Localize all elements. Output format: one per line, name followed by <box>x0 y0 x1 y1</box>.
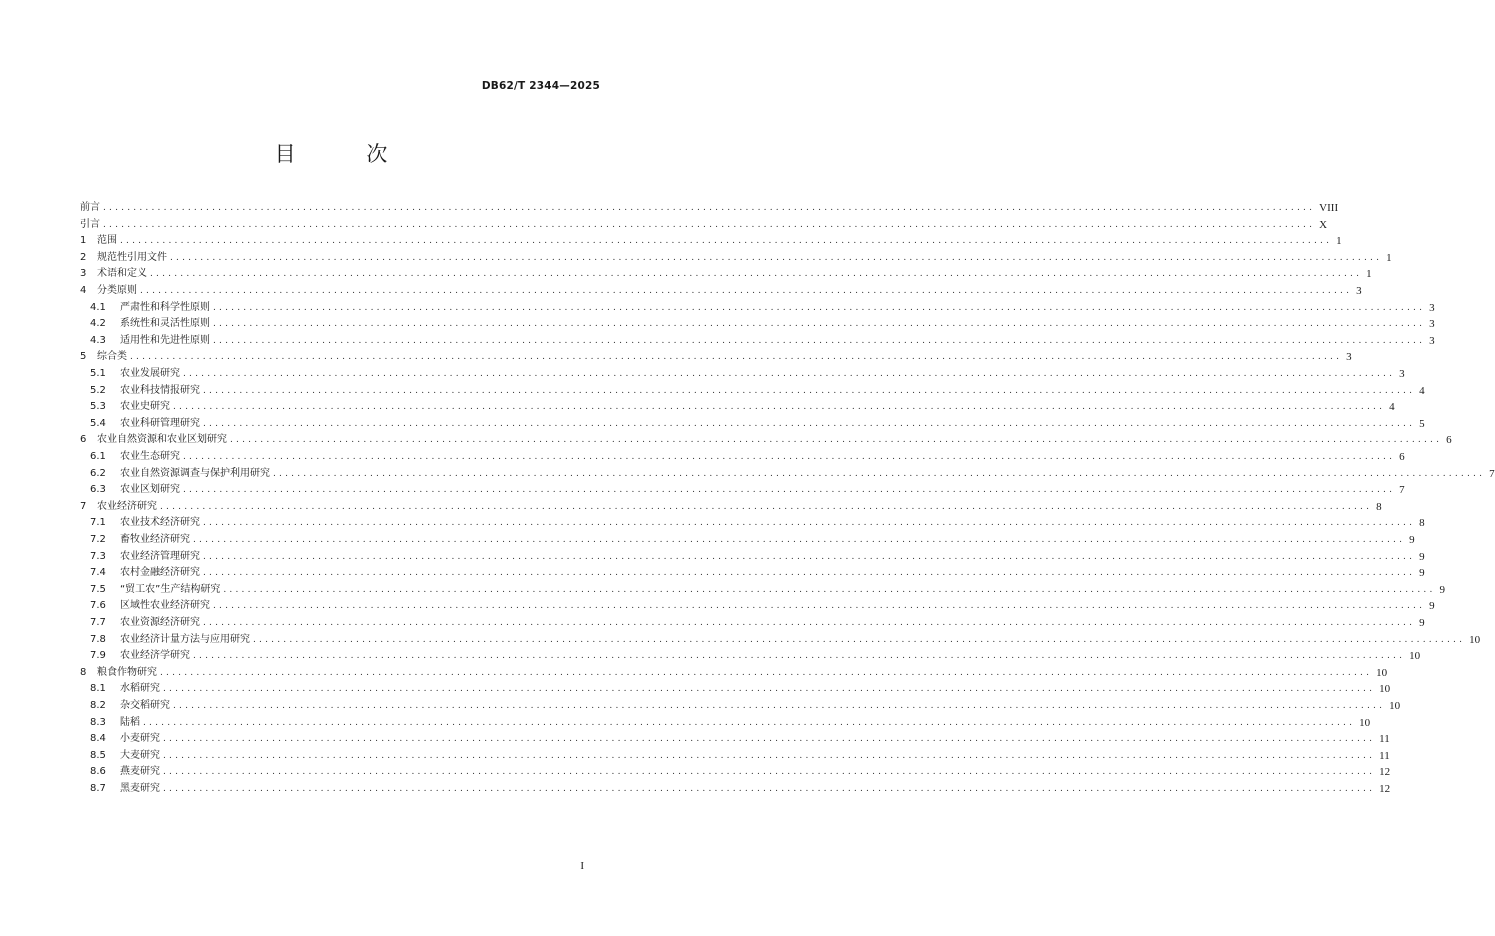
toc-entry[interactable] <box>80 283 1362 299</box>
toc-entry-label: 农业经济管理研究 <box>120 550 200 562</box>
toc-entry-label: 分类原则 <box>97 285 137 296</box>
toc-leader-dots: ........................................................................................................................................................................................................ <box>230 435 1443 446</box>
toc-entry-page: 6 <box>1446 434 1452 447</box>
toc-entry-label: 水稻研究 <box>120 683 160 695</box>
toc-leader-dots: ........................................................................................................................................................................................................ <box>183 369 1396 379</box>
toc-entry-label: 农业发展研究 <box>120 368 180 379</box>
toc-entry-label: 农业资源经济研究 <box>120 617 200 628</box>
toc-leader-dots: ........................................................................................................................................................................................................ <box>203 385 1416 396</box>
toc-entry-page: VIII <box>1319 202 1339 214</box>
toc-entry-page: 3 <box>1399 368 1405 380</box>
toc-entry-number: 3 <box>80 268 87 280</box>
toc-entry[interactable] <box>90 781 1391 797</box>
toc-entry-number: 5.4 <box>90 417 106 429</box>
toc-entry-label: 规范性引用文件 <box>97 251 167 263</box>
toc-entry-label: 区域性农业经济研究 <box>120 600 210 612</box>
toc-entry-page: 3 <box>1429 301 1435 314</box>
toc-entry-page: 10 <box>1409 650 1421 663</box>
toc-leader-dots: ........................................................................................................................................................................................................ <box>103 219 1316 230</box>
toc-entry-number: 7.2 <box>90 534 106 545</box>
toc-leader-dots: ........................................................................................................................................................................................................ <box>150 269 1363 280</box>
toc-entry-number: 8.7 <box>90 783 106 794</box>
toc-entry[interactable] <box>90 681 1391 697</box>
toc-entry-number: 7 <box>80 500 87 512</box>
toc-entry-number: 7.9 <box>90 650 106 662</box>
toc-entry-page: 3 <box>1356 285 1362 297</box>
toc-entry-label: 小麦研究 <box>120 733 160 745</box>
toc-entry-number: 2 <box>80 251 87 263</box>
toc-entry[interactable] <box>90 515 1425 531</box>
toc-leader-dots: ........................................................................................................................................................................................................ <box>203 618 1416 628</box>
toc-entry[interactable] <box>90 582 1446 598</box>
toc-entry-label: 燕麦研究 <box>120 766 160 778</box>
toc-entry-label: 严肃性和科学性原则 <box>120 301 210 313</box>
toc-entry-number: 4 <box>80 285 87 296</box>
toc-entry[interactable] <box>80 499 1382 515</box>
toc-entry[interactable] <box>90 466 1495 482</box>
toc-entry-number: 4.2 <box>90 318 106 330</box>
toc-entry-page: 12 <box>1379 766 1391 779</box>
toc-leader-dots: ........................................................................................................................................................................................................ <box>120 236 1333 247</box>
toc-entry[interactable] <box>80 266 1372 282</box>
toc-entry-page: 11 <box>1379 733 1390 746</box>
toc-entry-page: 3 <box>1429 334 1435 347</box>
toc-entry-label: 引言 <box>80 218 100 230</box>
toc-leader-dots: ........................................................................................................................................................................................................ <box>223 584 1436 595</box>
toc-entry-label: 畜牧业经济研究 <box>120 534 190 545</box>
toc-entry-label: 范围 <box>97 235 117 247</box>
toc-entry-page: 3 <box>1346 351 1352 364</box>
toc-entry-label: 农业史研究 <box>120 401 170 413</box>
document-code: DB62/T 2344—2025 <box>481 80 600 92</box>
toc-entry-page: 9 <box>1419 617 1425 629</box>
toc-entry[interactable] <box>90 333 1435 349</box>
toc-entry-page: 8 <box>1376 500 1382 513</box>
toc-leader-dots: ........................................................................................................................................................................................................ <box>213 601 1426 612</box>
toc-entry-number: 8.3 <box>90 716 106 728</box>
toc-entry-number: 7.5 <box>90 583 106 595</box>
toc-leader-dots: ........................................................................................................................................................................................................ <box>163 767 1376 778</box>
toc-entry[interactable] <box>90 316 1435 332</box>
toc-entry-label: 农村金融经济研究 <box>120 567 200 579</box>
toc-entry-page: 3 <box>1429 318 1435 331</box>
toc-entry-label: 农业自然资源和农业区划研究 <box>97 434 227 446</box>
toc-entry[interactable] <box>90 615 1425 631</box>
toc-entry-number: 8.1 <box>90 683 106 695</box>
toc-entry-label: 杂交稻研究 <box>120 700 170 711</box>
toc-entry-page: 9 <box>1439 583 1446 596</box>
toc-entry-page: 10 <box>1359 716 1371 729</box>
page-number: I <box>580 860 584 872</box>
toc-entry-page: 9 <box>1429 600 1435 613</box>
toc-leader-dots: ........................................................................................................................................................................................................ <box>213 302 1426 313</box>
toc-entry-page: 10 <box>1379 683 1391 696</box>
toc-entry[interactable] <box>90 632 1481 648</box>
toc-entry-label: 农业技术经济研究 <box>120 517 200 529</box>
toc-leader-dots: ........................................................................................................................................................................................................ <box>163 684 1376 695</box>
toc-entry-page: 9 <box>1409 534 1415 546</box>
toc-leader-dots: ........................................................................................................................................................................................................ <box>160 501 1373 512</box>
toc-entry-label: 农业经济研究 <box>97 500 157 512</box>
page-title: 目 次 <box>274 142 420 166</box>
toc-entry-page: 10 <box>1469 633 1481 646</box>
toc-entry-page: 10 <box>1389 700 1401 712</box>
toc-entry-number: 4.1 <box>90 301 106 313</box>
toc-entry[interactable] <box>90 300 1435 316</box>
toc-entry-label: 适用性和先进性原则 <box>120 334 210 346</box>
toc-entry-number: 7.4 <box>90 567 106 579</box>
toc-entry[interactable] <box>80 665 1388 681</box>
toc-entry-page: 1 <box>1386 251 1392 264</box>
toc-entry-label: 术语和定义 <box>97 268 147 280</box>
toc-leader-dots: ........................................................................................................................................................................................................ <box>163 784 1376 794</box>
toc-entry-page: 1 <box>1366 268 1372 281</box>
toc-entry-label: 大麦研究 <box>120 749 160 761</box>
toc-entry-page: 8 <box>1419 517 1425 530</box>
toc-entry[interactable] <box>90 715 1371 731</box>
toc-entry-label: 前言 <box>80 202 100 213</box>
toc-entry-page: 5 <box>1419 417 1425 430</box>
toc-entry-page: 4 <box>1419 384 1425 397</box>
toc-entry[interactable] <box>80 217 1328 233</box>
toc-leader-dots: ........................................................................................................................................................................................................ <box>103 203 1316 213</box>
toc-entry-page: 11 <box>1379 749 1390 762</box>
toc-entry-label: 陆稻 <box>120 716 140 728</box>
toc-leader-dots: ........................................................................................................................................................................................................ <box>143 717 1356 728</box>
toc-entry[interactable] <box>90 366 1405 382</box>
toc-entry-number: 6.2 <box>90 467 106 479</box>
toc-entry[interactable] <box>80 233 1342 249</box>
toc-entry-label: 粮食作物研究 <box>97 666 157 678</box>
toc-entry-label: 农业经济学研究 <box>120 650 190 662</box>
toc-entry[interactable] <box>90 764 1391 780</box>
toc-entry[interactable] <box>90 748 1390 764</box>
toc-entry-number: 8.4 <box>90 733 106 745</box>
toc-entry-number: 8.2 <box>90 700 106 711</box>
toc-entry-number: 5.1 <box>90 368 106 379</box>
toc-entry-number: 7.8 <box>90 633 106 645</box>
toc-entry-label: 农业区划研究 <box>120 484 180 496</box>
toc-entry[interactable] <box>90 449 1405 465</box>
toc-entry-page: 10 <box>1376 666 1388 679</box>
toc-entry-number: 7.7 <box>90 617 106 628</box>
toc-entry[interactable] <box>90 648 1421 664</box>
toc-entry-page: 1 <box>1336 235 1342 248</box>
toc-leader-dots: ........................................................................................................................................................................................................ <box>203 518 1416 529</box>
toc-entry-number: 5.3 <box>90 401 106 413</box>
toc-leader-dots: ........................................................................................................................................................................................................ <box>173 701 1386 711</box>
toc-leader-dots: ........................................................................................................................................................................................................ <box>170 252 1383 263</box>
toc-leader-dots: ........................................................................................................................................................................................................ <box>183 485 1396 496</box>
toc-entry-label: 农业经济计量方法与应用研究 <box>120 633 250 645</box>
toc-leader-dots: ........................................................................................................................................................................................................ <box>253 634 1466 645</box>
toc-leader-dots: ........................................................................................................................................................................................................ <box>203 568 1416 579</box>
toc-entry[interactable] <box>90 731 1390 747</box>
toc-entry-number: 7.1 <box>90 517 106 529</box>
toc-entry-page: 7 <box>1489 467 1495 480</box>
toc-leader-dots: ........................................................................................................................................................................................................ <box>183 452 1396 462</box>
toc-leader-dots: ........................................................................................................................................................................................................ <box>213 319 1426 330</box>
toc-entry-page: 4 <box>1389 401 1395 414</box>
toc-entry-label: 综合类 <box>97 351 127 363</box>
toc-leader-dots: ........................................................................................................................................................................................................ <box>160 667 1373 678</box>
toc-entry-number: 7.3 <box>90 550 106 562</box>
toc-entry[interactable] <box>90 482 1405 498</box>
toc-leader-dots: ........................................................................................................................................................................................................ <box>203 551 1416 562</box>
toc-entry-page: 12 <box>1379 783 1391 795</box>
toc-entry[interactable] <box>90 698 1401 714</box>
toc-leader-dots: ........................................................................................................................................................................................................ <box>273 468 1486 479</box>
toc-leader-dots: ........................................................................................................................................................................................................ <box>163 750 1376 761</box>
toc-entry[interactable] <box>90 598 1435 614</box>
toc-entry[interactable] <box>80 432 1452 448</box>
toc-entry-label: 农业科研管理研究 <box>120 417 200 429</box>
toc-entry-number: 8.6 <box>90 766 106 778</box>
toc-entry[interactable] <box>80 200 1339 216</box>
toc-entry-page: 6 <box>1399 451 1405 463</box>
toc-entry-number: 6.3 <box>90 484 106 496</box>
toc-entry[interactable] <box>90 549 1425 565</box>
toc-entry-number: 7.6 <box>90 600 106 612</box>
toc-entry-label: 黑麦研究 <box>120 783 160 794</box>
toc-entry-number: 6 <box>80 434 87 446</box>
toc-leader-dots: ........................................................................................................................................................................................................ <box>163 734 1376 745</box>
toc-entry-page: 7 <box>1399 484 1405 497</box>
toc-entry[interactable] <box>90 565 1425 581</box>
toc-entry-label: 农业自然资源调查与保护利用研究 <box>120 467 270 479</box>
toc-entry-number: 4.3 <box>90 334 106 346</box>
toc-leader-dots: ........................................................................................................................................................................................................ <box>140 286 1353 296</box>
toc-entry[interactable] <box>90 383 1425 399</box>
toc-entry-number: 1 <box>80 235 87 247</box>
toc-entry-label: 农业科技情报研究 <box>120 384 200 396</box>
toc-entry-number: 8.5 <box>90 749 106 761</box>
toc-leader-dots: ........................................................................................................................................................................................................ <box>213 335 1426 346</box>
toc-entry-number: 5.2 <box>90 384 106 396</box>
toc-leader-dots: ........................................................................................................................................................................................................ <box>193 651 1406 662</box>
toc-entry[interactable] <box>90 416 1425 432</box>
toc-leader-dots: ........................................................................................................................................................................................................ <box>130 352 1343 363</box>
toc-entry-page: 9 <box>1419 550 1425 563</box>
toc-entry[interactable] <box>80 349 1352 365</box>
toc-entry-label: “贸工农”生产结构研究 <box>120 583 221 595</box>
toc-leader-dots: ........................................................................................................................................................................................................ <box>203 418 1416 429</box>
toc-leader-dots: ........................................................................................................................................................................................................ <box>173 402 1386 413</box>
toc-entry-page: X <box>1319 218 1328 231</box>
toc-entry-label: 农业生态研究 <box>120 451 180 462</box>
toc-entry-page: 9 <box>1419 567 1425 580</box>
toc-entry[interactable] <box>80 250 1392 266</box>
toc-entry[interactable] <box>90 532 1415 548</box>
toc-leader-dots: ........................................................................................................................................................................................................ <box>193 535 1406 545</box>
toc-entry-number: 8 <box>80 666 87 678</box>
toc-entry-number: 6.1 <box>90 451 106 462</box>
toc-entry[interactable] <box>90 399 1395 415</box>
toc-entry-number: 5 <box>80 351 87 363</box>
toc-entry-label: 系统性和灵活性原则 <box>120 318 210 330</box>
